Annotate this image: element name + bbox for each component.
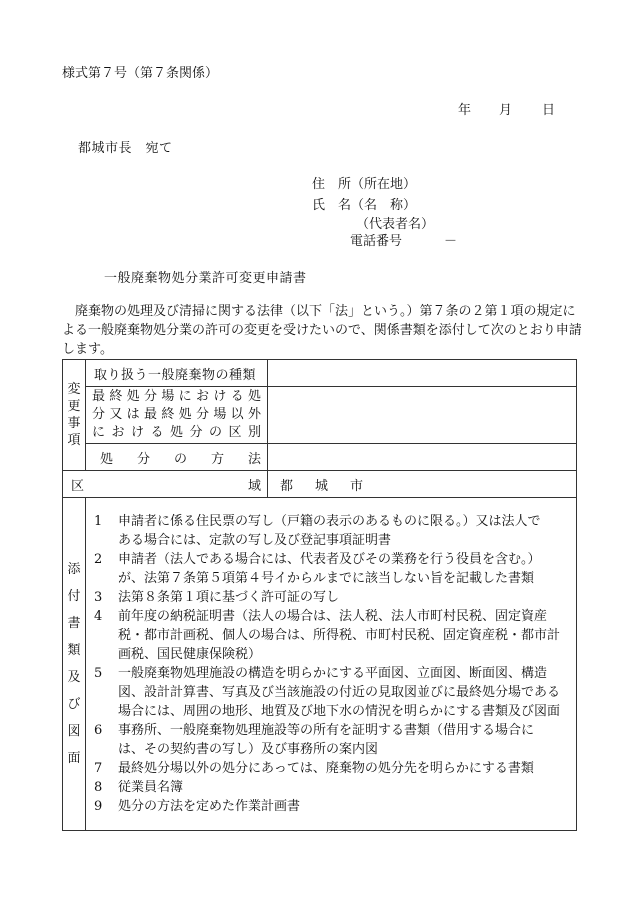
disposal-method-field[interactable] <box>268 444 577 471</box>
addressee: 都城市長 宛て <box>78 141 173 156</box>
attachment-item: 6 事務所、一般廃棄物処理施設等の所有を証明する書類（借用する場合に は、その契約書の写し）及び事務所の案内図 <box>94 723 535 757</box>
attachments-label: 添 付 書 類 及 び 図 面 <box>63 498 86 831</box>
applicant-phone-label: 電話番号 <box>350 234 403 249</box>
attachment-item: 5 一般廃棄物処理施設の構造を明らかにする平面図、立面図、断面図、構造 図、設計計算書、写真及び当該施設の付近の見取図並びに最終処分場である 場合には、周囲の地形、地質及び地下水の情況を明らかにする書類及び図面 <box>94 666 561 719</box>
date-year-label: 年 <box>458 103 472 118</box>
area-label: 区 域 <box>63 471 268 498</box>
waste-type-label: 取り扱う一般廃棄物の種類 <box>86 360 268 387</box>
attachment-item: 2 申請者（法人である場合には、代表者及びその業務を行う役員を含む。） が、法第７条第５項第４号イからルまでに該当しない旨を記載した書類 <box>94 552 541 586</box>
attachment-item: 8 従業員名簿 <box>94 780 184 795</box>
attachment-item: 4 前年度の納税証明書（法人の場合は、法人税、法人市町村民税、固定資産 税・都市計画税、個人の場合は、所得税、市町村民税、固定資産税・都市計 画税、国民健康保険税） <box>94 609 561 662</box>
applicant-address-label: 住 所（所在地） <box>312 177 417 192</box>
attachment-item: 7 最終処分場以外の処分にあっては、廃棄物の処分先を明らかにする書類 <box>94 761 534 776</box>
waste-type-field[interactable] <box>268 360 577 387</box>
disposal-site-label: 最終処分場における処 分又は最終処分場以外 における処分の区別 <box>86 387 268 444</box>
applicant-name-label: 氏 名（名 称） <box>312 198 417 213</box>
application-table <box>62 359 577 831</box>
document-title: 一般廃棄物処分業許可変更申請書 <box>104 271 307 286</box>
attachment-item: 9 処分の方法を定めた作業計画書 <box>94 799 301 814</box>
intro-paragraph: 廃棄物の処理及び清掃に関する法律（以下「法」という。）第７条の２第１項の規定による一般廃棄物処分業の許可の変更を受けたいので、関係書類を添付して次のとおり申請します。 <box>62 304 582 357</box>
applicant-representative-label: （代表者名） <box>356 217 435 232</box>
attachment-item: 3 法第８条第１項に基づく許可証の写し <box>94 590 340 605</box>
changes-label: 変 更 事 項 <box>63 360 86 471</box>
attachments-list <box>86 498 577 831</box>
date-month-label: 月 <box>499 103 513 118</box>
form-number: 様式第７号（第７条関係） <box>62 66 219 81</box>
applicant-phone-separator: － <box>444 234 458 249</box>
disposal-site-field[interactable] <box>268 387 577 444</box>
area-city: 都城市 <box>280 478 386 494</box>
attachment-item: 1 申請者に係る住民票の写し（戸籍の表示のあるものに限る。）又は法人で ある場合には、定款の写し及び登記事項証明書 <box>94 514 541 548</box>
area-field[interactable] <box>268 471 577 498</box>
disposal-method-label: 処 分 の 方 法 <box>86 444 268 471</box>
date-day-label: 日 <box>542 103 556 118</box>
